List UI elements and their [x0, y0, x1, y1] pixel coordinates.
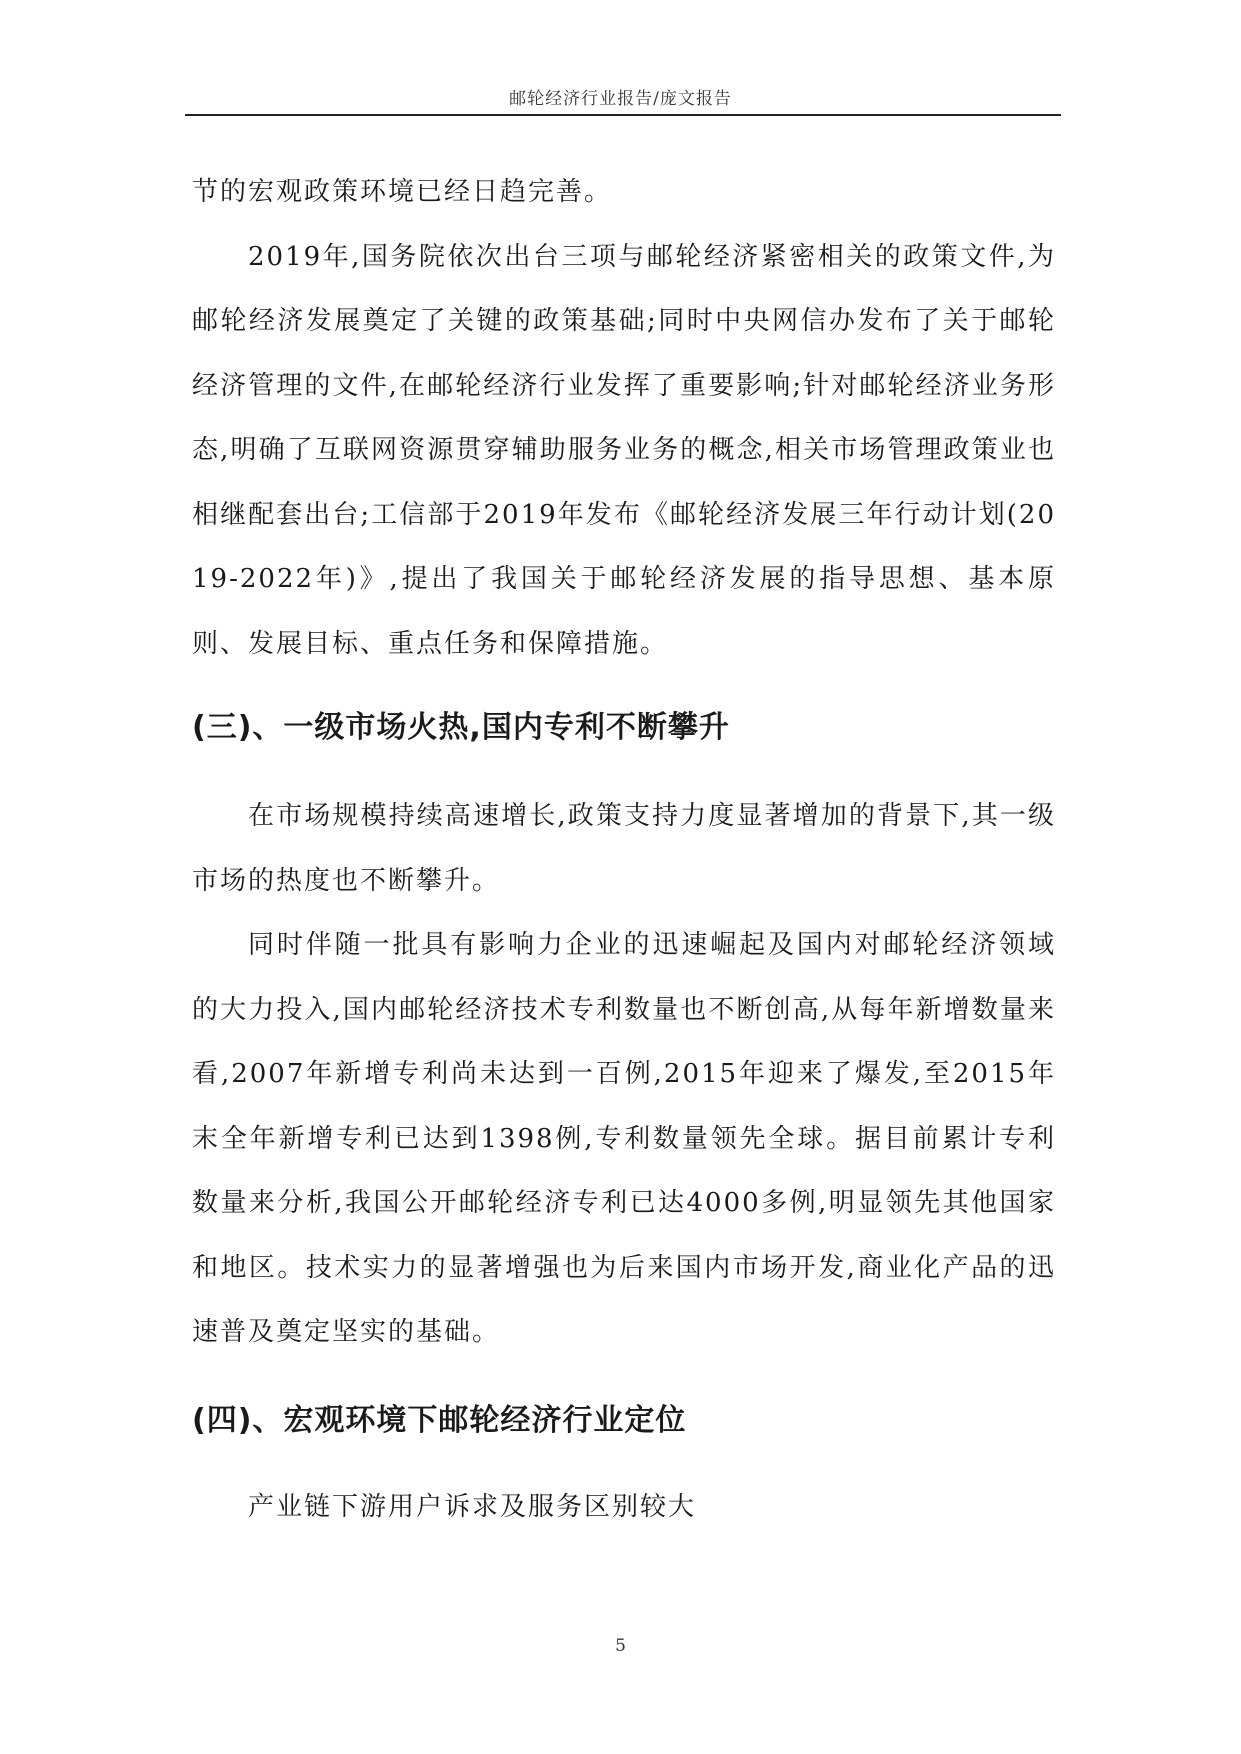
header-divider [185, 114, 1061, 116]
paragraph-market-heat: 在市场规模持续高速增长,政策支持力度显著增加的背景下,其一级市场的热度也不断攀升。 [192, 801, 1056, 896]
paragraph-continuation: 节的宏观政策环境已经日趋完善。 [192, 177, 613, 207]
running-header: 邮轮经济行业报告/庞文报告 [509, 89, 732, 109]
page-number: 5 [615, 1636, 626, 1656]
paragraph-patents: 同时伴随一批具有影响力企业的迅速崛起及国内对邮轮经济领域的大力投入,国内邮轮经济技术专利数量也不断创高,从每年新增数量来看,2007年新增专利尚未达到一百例,2015年迎来了爆发,至2015年末全年新增专利已达到1398例,专利数量领先全球。据目前累计专利数量来分析,我国公开邮轮经济专利已达4000多例,明显领先其他国家和地区。技术实力的显著增强也为后来国内市场开发,商业化产品的迅速普及奠定坚实的基础。 [192, 930, 1056, 1347]
page-body [192, 160, 1056, 1539]
section-heading-4: (四)、宏观环境下邮轮经济行业定位 [192, 1402, 687, 1438]
section-heading-3: (三)、一级市场火热,国内专利不断攀升 [192, 710, 730, 745]
paragraph-downstream: 产业链下游用户诉求及服务区别较大 [248, 1491, 697, 1522]
paragraph-policy: 2019年,国务院依次出台三项与邮轮经济紧密相关的政策文件,为邮轮经济发展奠定了关键的政策基础;同时中央网信办发布了关于邮轮经济管理的文件,在邮轮经济行业发挥了重要影响;针对邮轮经济业务形态,明确了互联网资源贯穿辅助服务业务的概念,相关市场管理政策业也相继配套出台;工信部于2019年发布《邮轮经济发展三年行动计划(2019-2022年)》,提出了我国关于邮轮经济发展的指导思想、基本原则、发展目标、重点任务和保障措施。 [192, 241, 1056, 659]
